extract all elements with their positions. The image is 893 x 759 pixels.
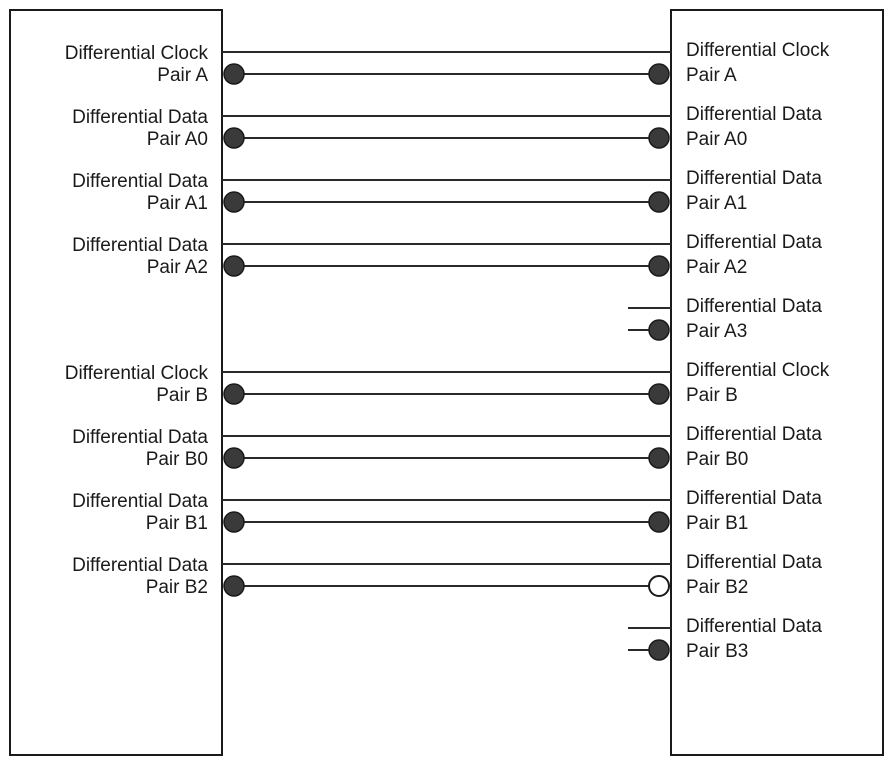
- right-pin-open-dot: [649, 576, 669, 596]
- left-signal-name: Differential Clock: [64, 43, 208, 64]
- left-signal-pair: Pair B2: [145, 577, 208, 598]
- right-signal-pair: Pair B: [686, 385, 738, 406]
- left-pin-dot: [224, 128, 244, 148]
- left-pin-dot: [224, 192, 244, 212]
- right-signal-name: Differential Data: [686, 104, 822, 125]
- right-signal-name: Differential Data: [686, 168, 822, 189]
- right-signal-pair: Pair B3: [686, 641, 749, 662]
- left-pin-dot: [224, 256, 244, 276]
- right-signal-name: Differential Clock: [686, 40, 830, 61]
- left-signal-pair: Pair A: [157, 65, 208, 86]
- right-pin-dot: [649, 384, 669, 404]
- right-pin-dot: [649, 640, 669, 660]
- signal-pins: [224, 64, 669, 660]
- left-signal-pair: Pair B0: [145, 449, 208, 470]
- right-signal-name: Differential Data: [686, 552, 822, 573]
- left-signal-pair: Pair A2: [146, 257, 208, 278]
- left-signal-pair: Pair A0: [146, 129, 208, 150]
- left-pin-dot: [224, 512, 244, 532]
- left-signal-name: Differential Data: [72, 555, 208, 576]
- right-pin-dot: [649, 128, 669, 148]
- right-signal-name: Differential Data: [686, 488, 822, 509]
- right-signal-pair: Pair A: [686, 65, 737, 86]
- right-signal-pair: Pair A0: [686, 129, 748, 150]
- right-signal-name: Differential Data: [686, 232, 822, 253]
- right-signal-pair: Pair A3: [686, 321, 748, 342]
- left-signal-name: Differential Data: [72, 171, 208, 192]
- right-pin-dot: [649, 448, 669, 468]
- right-pin-dot: [649, 512, 669, 532]
- left-signal-pair: Pair A1: [146, 193, 208, 214]
- left-signal-pair: Pair B: [156, 385, 208, 406]
- right-signal-pair: Pair B2: [686, 577, 749, 598]
- right-signal-pair: Pair A1: [686, 193, 748, 214]
- signal-wires: [222, 52, 671, 650]
- left-signal-pair: Pair B1: [145, 513, 208, 534]
- right-pin-dot: [649, 64, 669, 84]
- left-pin-dot: [224, 448, 244, 468]
- right-pin-dot: [649, 192, 669, 212]
- left-signal-name: Differential Data: [72, 107, 208, 128]
- right-signal-pair: Pair B0: [686, 449, 749, 470]
- right-signal-name: Differential Data: [686, 424, 822, 445]
- left-pin-dot: [224, 576, 244, 596]
- left-signal-name: Differential Data: [72, 427, 208, 448]
- left-signal-name: Differential Clock: [64, 363, 208, 384]
- right-signal-name: Differential Clock: [686, 360, 830, 381]
- right-pin-dot: [649, 320, 669, 340]
- left-signal-name: Differential Data: [72, 235, 208, 256]
- right-signal-pair: Pair B1: [686, 513, 749, 534]
- right-signal-name: Differential Data: [686, 616, 822, 637]
- right-pin-dot: [649, 256, 669, 276]
- left-signal-name: Differential Data: [72, 491, 208, 512]
- left-pin-dot: [224, 384, 244, 404]
- right-signal-pair: Pair A2: [686, 257, 748, 278]
- right-signal-name: Differential Data: [686, 296, 822, 317]
- left-pin-dot: [224, 64, 244, 84]
